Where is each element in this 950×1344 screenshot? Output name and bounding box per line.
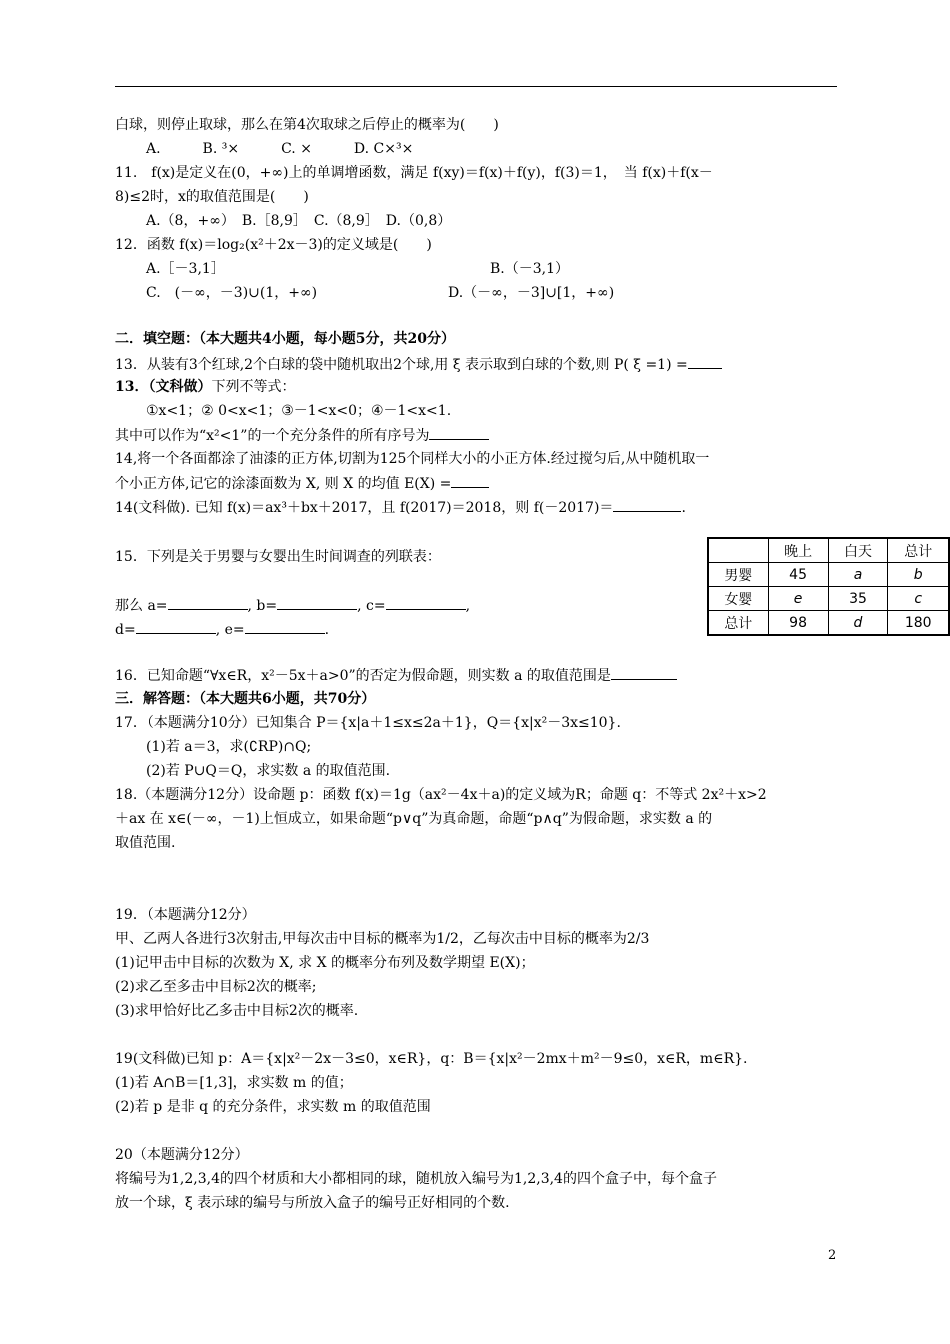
page-number: 2 [828, 1248, 837, 1263]
text-line: ＋ax 在 x∈(－∞，－1)上恒成立，如果命题“p∨q”为真命题，命题“p∧q”为假命题，求实数 a 的 [115, 811, 713, 827]
text-line: 放一个球，ξ 表示球的编号与所放入盒子的编号正好相同的个数. [115, 1195, 510, 1211]
text-line: 其中可以作为“x²<1”的一个充分条件的所有序号为 [115, 426, 489, 445]
text-line: A. B. ³× C. × D. C×³× [146, 141, 414, 157]
text-line: 取值范围. [115, 835, 176, 851]
text-line: A.（8，+∞） B.［8,9］ C.（8,9］ D.（0,8） [146, 213, 452, 229]
table-cell: e [768, 587, 828, 611]
option-b: B.（－3,1） [490, 261, 570, 277]
table-row [708, 587, 949, 611]
text-line: 19．（本题满分12分） [115, 907, 256, 923]
table-cell: 女婴 [708, 587, 768, 611]
text-line: 15．下列是关于男婴与女婴出生时间调查的列联表： [115, 549, 441, 565]
table-cell: 总计 [888, 538, 949, 563]
table-cell: 总计 [708, 611, 768, 636]
table-cell: d [828, 611, 888, 636]
header-rule [115, 86, 837, 87]
table-cell: 98 [768, 611, 828, 636]
table-cell: a [828, 563, 888, 587]
table-cell: 35 [828, 587, 888, 611]
section-heading: 二．填空题：（本大题共4小题，每小题5分，共20分） [115, 331, 455, 347]
text-line: 17．（本题满分10分）已知集合 P＝{x|a＋1≤x≤2a＋1}，Q＝{x|x²－3x≤10}. [115, 715, 621, 731]
text-line: 甲、乙两人各进行3次射击,甲每次击中目标的概率为1/2，乙每次击中目标的概率为2/3 [115, 931, 650, 947]
table-cell: b [888, 563, 949, 587]
text-line: (3)求甲恰好比乙多击中目标2次的概率. [115, 1003, 359, 1019]
table-cell [708, 538, 768, 563]
text-line: 个小正方体,记它的涂漆面数为 X, 则 X 的均值 E(X) = [115, 474, 489, 493]
text-line: (1)记甲击中目标的次数为 X, 求 X 的概率分布列及数学期望 E(X)； [115, 955, 535, 971]
text-line: 14,将一个各面都涂了油漆的正方体,切割为125个同样大小的小正方体.经过搅匀后,从中随机取一 [115, 451, 710, 467]
text-line: 白球，则停止取球，那么在第4次取球之后停止的概率为( ) [115, 117, 499, 133]
table-cell: 男婴 [708, 563, 768, 587]
text-line: (1)若 a＝3，求(∁RP)∩Q; [146, 739, 312, 755]
text-line: ①x<1；② 0<x<1；③－1<x<0；④－1<x<1. [146, 403, 452, 419]
table-cell: 45 [768, 563, 828, 587]
text-line: 12．函数 f(x)＝log₂(x²＋2x－3)的定义域是( ) [115, 237, 432, 253]
text-line: 16．已知命题“∀x∈R，x²－5x＋a>0”的否定为假命题，则实数 a 的取值范围是 [115, 666, 677, 685]
option-a: A.［－3,1］ [146, 261, 225, 277]
table-row [708, 538, 949, 563]
table-cell: c [888, 587, 949, 611]
text-line: 11. f(x)是定义在(0，+∞)上的单调增函数，满足 f(xy)＝f(x)＋f(y)，f(3)＝1， 当 f(x)＋f(x－ [115, 165, 713, 181]
text-line: d= , e= . [115, 622, 330, 638]
text-line: 13．从装有3个红球,2个白球的袋中随机取出2个球,用 ξ 表示取到白球的个数,则 P( ξ =1) = [115, 355, 722, 374]
text-line: 18.（本题满分12分）设命题 p：函数 f(x)＝1g（ax²－4x＋a)的定义域为R；命题 q：不等式 2x²＋x>2 [115, 787, 767, 803]
table-cell: 白天 [828, 538, 888, 563]
text-line: (2)若 p 是非 q 的充分条件，求实数 m 的取值范围 [115, 1099, 431, 1115]
text-line: 19(文科做)已知 p：A＝{x|x²－2x－3≤0，x∈R}，q：B＝{x|x²－2mx＋m²－9≤0，x∈R，m∈R}. [115, 1051, 748, 1067]
contingency-table [707, 537, 950, 636]
table-row [708, 611, 949, 636]
text-line: 将编号为1,2,3,4的四个材质和大小都相同的球，随机放入编号为1,2,3,4的四个盒子中，每个盒子 [115, 1171, 717, 1187]
section-heading: 三．解答题：（本大题共6小题，共70分） [115, 691, 376, 707]
text-line: 8)≤2时，x的取值范围是( ) [115, 189, 309, 205]
option-c: C. (－∞，－3)∪(1，+∞) [146, 285, 318, 301]
table-row [708, 563, 949, 587]
text-line: (2)若 P∪Q＝Q，求实数 a 的取值范围. [146, 763, 391, 779]
text-line: 20（本题满分12分） [115, 1147, 249, 1163]
option-d: D.（－∞，－3]∪[1，+∞) [448, 285, 615, 301]
text-line: 14(文科做). 已知 f(x)＝ax³＋bx＋2017，且 f(2017)＝2018，则 f(－2017)＝ . [115, 500, 686, 516]
text-line: 那么 a= , b= , c= , [115, 598, 471, 614]
text-line: (2)求乙至多击中目标2次的概率; [115, 979, 317, 995]
text-line: (1)若 A∩B＝[1,3]，求实数 m 的值； [115, 1075, 353, 1091]
table-cell: 晚上 [768, 538, 828, 563]
text-line: 13．（文科做）下列不等式： [115, 379, 296, 395]
table-cell: 180 [888, 611, 949, 636]
